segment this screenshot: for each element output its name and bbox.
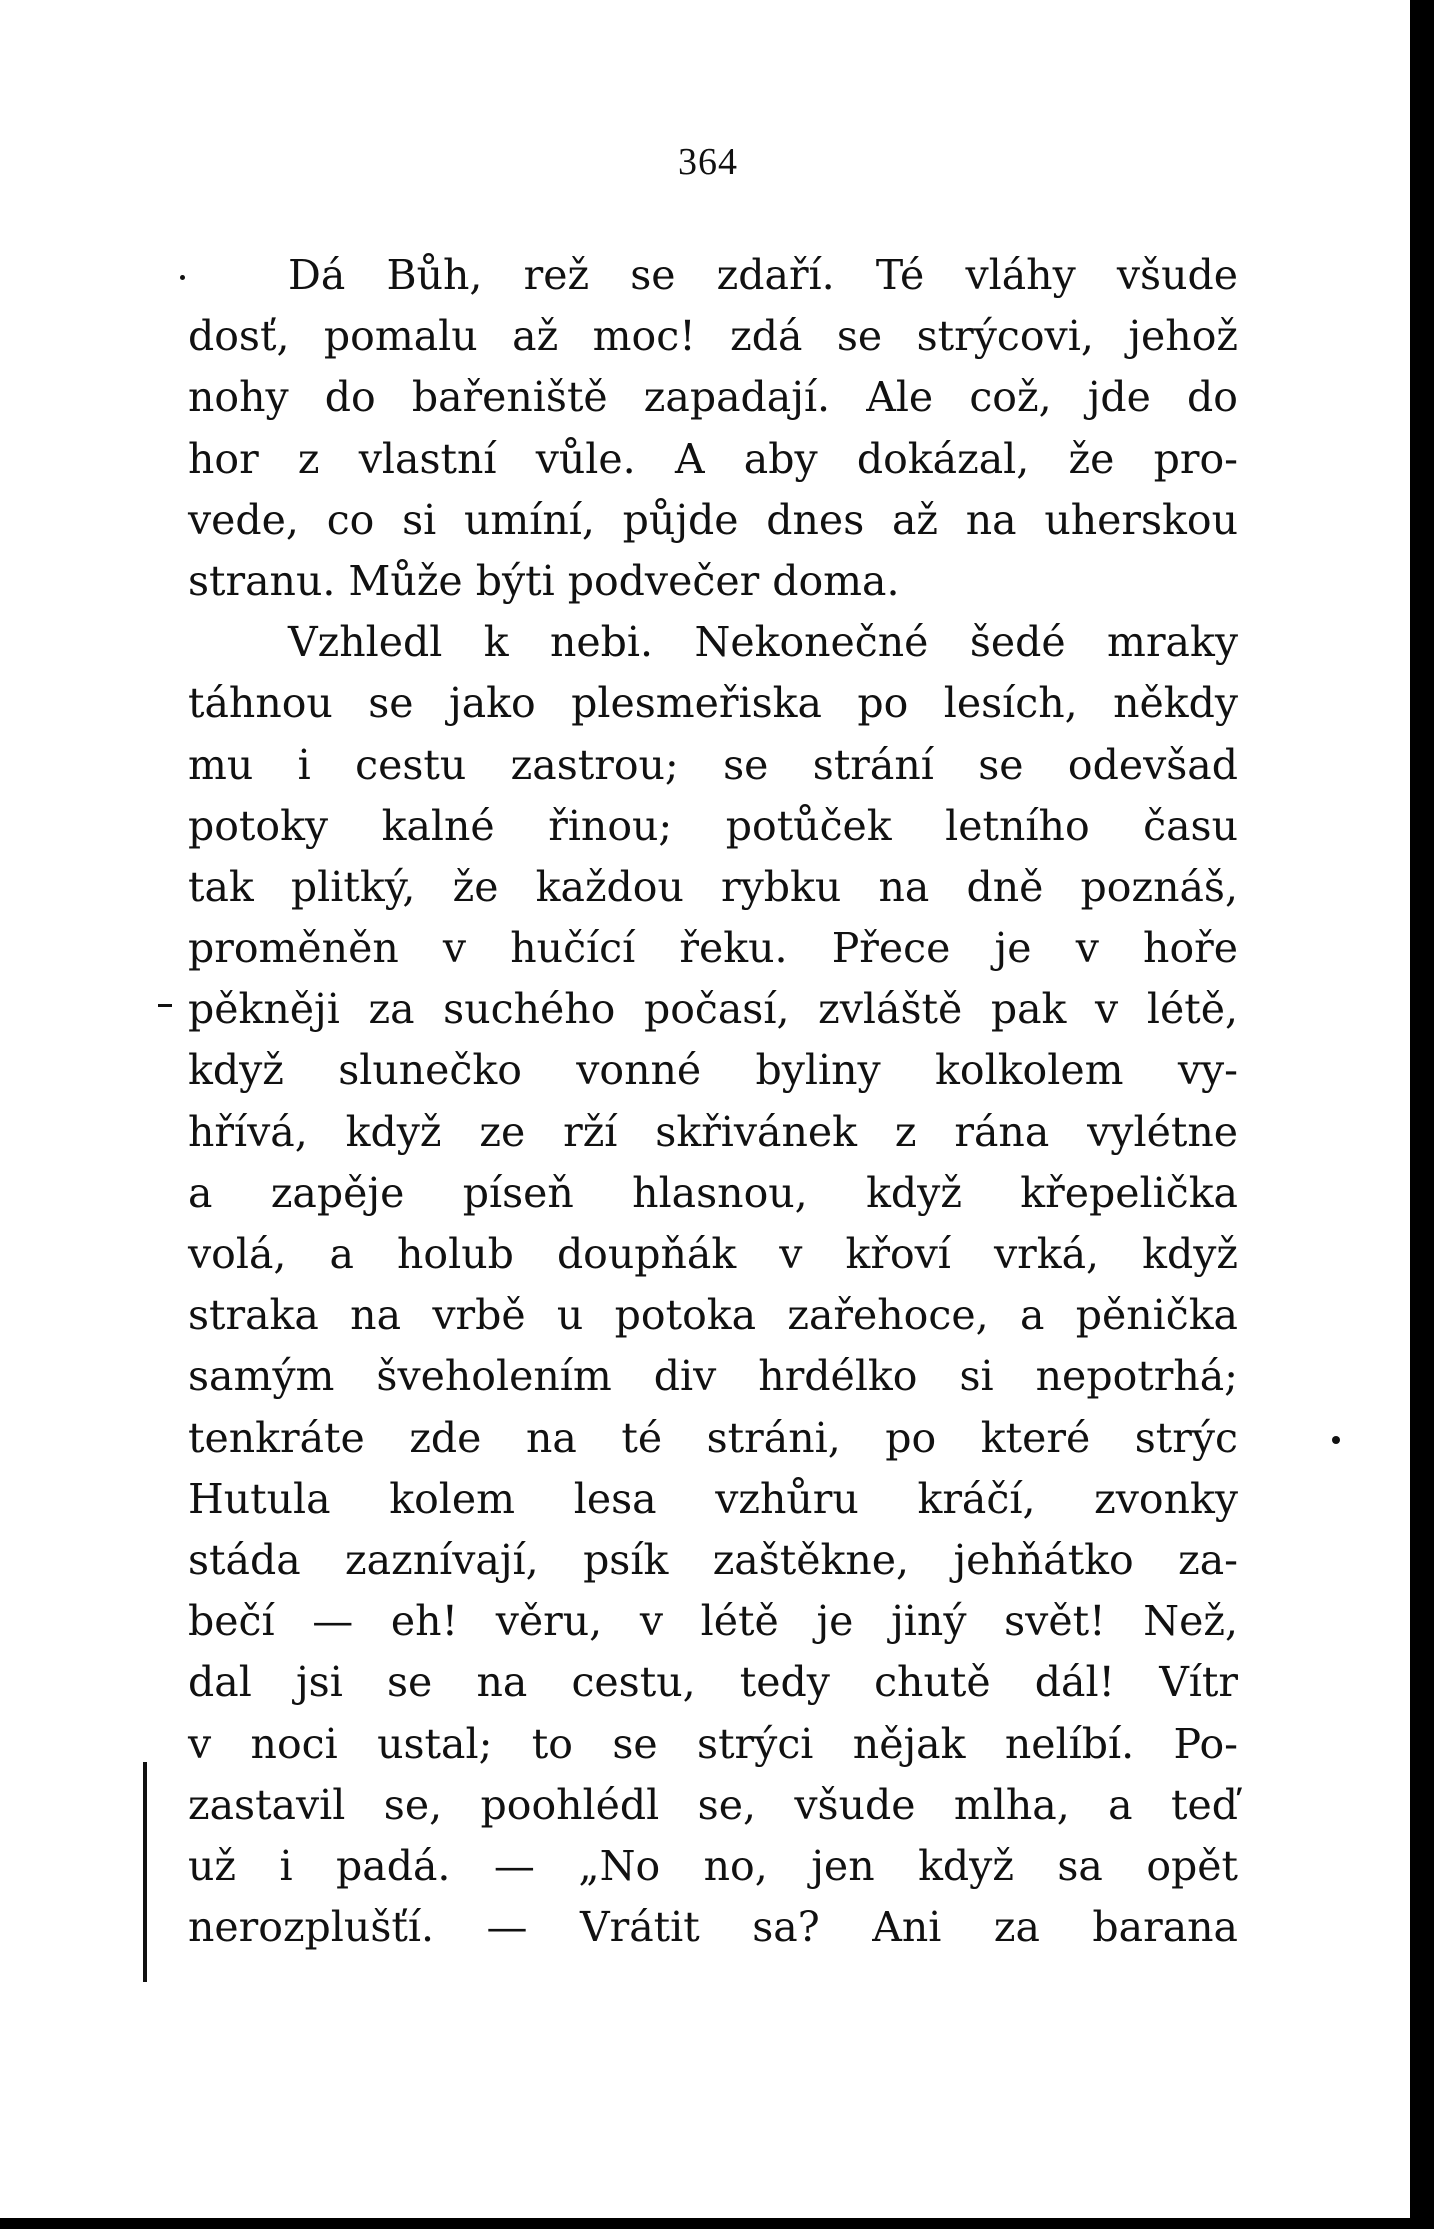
text-line: vede, co si umíní, půjde dnes až na uherskou [188, 495, 1238, 544]
text-line: samým šveholením div hrdélko si nepotrhá; [188, 1352, 1238, 1401]
text-line: dosť, pomalu až moc! zdá se strýcovi, jehož [188, 312, 1238, 361]
text-line: Dá Bůh, rež se zdaří. Té vláhy všude [288, 251, 1238, 299]
text-line: zastavil se, poohlédl se, všude mlha, a teď [188, 1780, 1238, 1829]
text-line: stáda zaznívají, psík zaštěkne, jehňátko za- [188, 1535, 1238, 1584]
text-line: pěkněji za suchého počasí, zvláště pak v létě, [188, 985, 1238, 1034]
text-line: mu i cestu zastrou; se strání se odevšad [188, 740, 1238, 789]
text-line: táhnou se jako plesmeřiska po lesích, někdy [188, 679, 1238, 728]
text-line: v noci ustal; to se strýci nějak nelíbí. Po- [188, 1719, 1238, 1768]
text-line: hřívá, když ze rží skřivánek z rána vylétne [188, 1107, 1238, 1156]
text-line: hor z vlastní vůle. A aby dokázal, že pro- [188, 434, 1238, 483]
margin-bracket-mark [143, 1762, 147, 1982]
text-line: Vzhledl k nebi. Nekonečné šedé mraky [288, 618, 1238, 667]
text-line: straka na vrbě u potoka zařehoce, a pěnička [188, 1291, 1238, 1340]
margin-dash-mark [158, 1004, 172, 1007]
text-line: tak plitký, že každou rybku na dně poznáš, [188, 862, 1238, 911]
text-line: tenkráte zde na té stráni, po které strýc [188, 1413, 1238, 1462]
margin-dot-mark [180, 275, 185, 280]
text-line: když slunečko vonné byliny kolkolem vy- [188, 1046, 1238, 1095]
text-line: proměněn v hučící řeku. Přece je v hoře [188, 924, 1238, 973]
page-number: 364 [678, 141, 738, 183]
text-line: nohy do bařeniště zapadají. Ale což, jde do [188, 373, 1238, 422]
text-line: nerozplušťí. — Vrátit sa? Ani za barana [188, 1903, 1238, 1952]
text-line: potoky kalné řinou; potůček letního času [188, 801, 1238, 850]
text-line: volá, a holub doupňák v křoví vrká, když [188, 1230, 1238, 1278]
scan-edge-right [1410, 0, 1434, 2229]
text-line: už i padá. — „No no, jen když sa opět [188, 1841, 1238, 1890]
text-line: bečí — eh! věru, v létě je jiný svět! Než, [188, 1597, 1238, 1646]
text-line: a zapěje píseň hlasnou, když křepelička [188, 1168, 1238, 1217]
scan-edge-bottom [0, 2218, 1434, 2229]
text-line: dal jsi se na cestu, tedy chutě dál! Vítr [188, 1658, 1238, 1707]
body-text [188, 245, 1238, 1958]
text-line: stranu. Může býti podvečer doma. [188, 556, 900, 605]
text-line: Hutula kolem lesa vzhůru kráčí, zvonky [188, 1474, 1238, 1523]
margin-dot-mark [1332, 1436, 1340, 1444]
